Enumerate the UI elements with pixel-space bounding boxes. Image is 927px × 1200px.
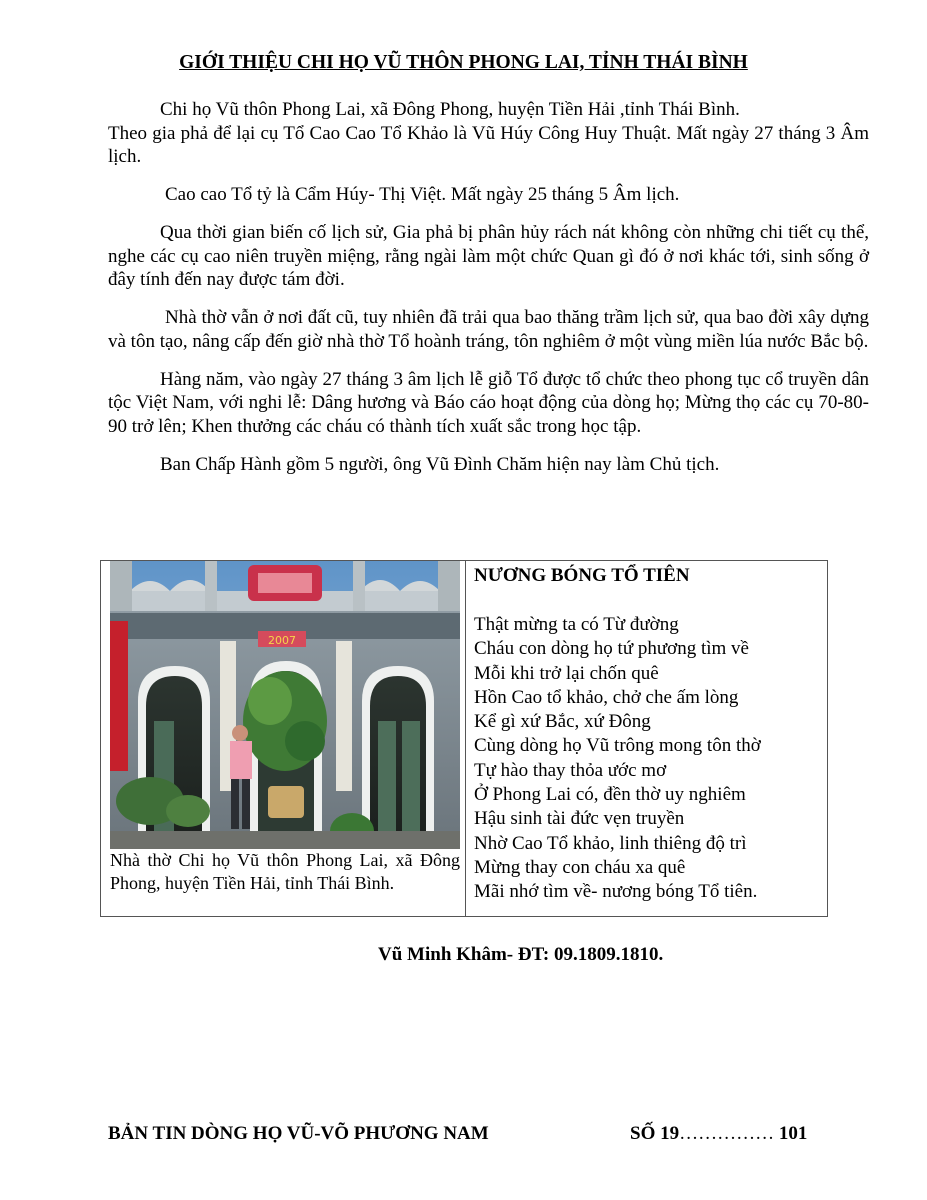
footer-issue [630,1123,807,1145]
table-divider [465,561,466,916]
poem-line: Mừng thay con cháu xa quê [474,856,686,878]
poem-line: Ở Phong Lai có, đền thờ uy nghiêm [474,784,746,806]
article-body [108,98,869,491]
poem-line: Hậu sinh tài đức vẹn truyền [474,808,685,830]
poem-title: NƯƠNG BÓNG TỔ TIÊN [474,565,690,586]
footer-publication: BẢN TIN DÒNG HỌ VŨ-VÕ PHƯƠNG NAM [108,1123,489,1144]
poem-line: Tự hào thay thỏa ước mơ [474,759,667,781]
poem-line: Kể gì xứ Bắc, xứ Đông [474,711,651,733]
poem-line: Mãi nhớ tìm về- nương bóng Tổ tiên. [474,881,758,903]
footer-dots: …………… [679,1123,775,1144]
poem-line: Cùng dòng họ Vũ trông mong tôn thờ [474,735,761,757]
paragraph-5: Hàng năm, vào ngày 27 tháng 3 âm lịch lễ giỗ Tổ được tổ chức theo phong tục cổ truyền dân tộc Việt Nam, với nghi lễ: Dâng hương và Báo cáo hoạt động của dòng họ; Mừng thọ các cụ 70-80-90 trở lên; Khen thưởng các cháu có thành tích xuất sắc trong học tập. [108,368,869,437]
plaque-year: 2007 [268,634,296,647]
ancestral-temple-photo [110,561,460,849]
paragraph-6: Ban Chấp Hành gồm 5 người, ông Vũ Đình Chăm hiện nay làm Chủ tịch. [160,453,720,475]
page-title: GIỚI THIỆU CHI HỌ VŨ THÔN PHONG LAI, TỈNH THÁI BÌNH [179,52,748,73]
page-number: 101 [778,1123,808,1144]
paragraph-4: Nhà thờ vẫn ở nơi đất cũ, tuy nhiên đã trải qua bao thăng trầm lịch sử, qua bao đời xây dựng và tôn tạo, nâng cấp đến giờ nhà thờ Tổ hoành tráng, tôn nghiêm ở một vùng miền lúa nước Bắc bộ. [108,307,869,352]
poem-line: Thật mừng ta có Từ đường [474,614,679,635]
poem-line: Hồn Cao tổ khảo, chở che ấm lòng [474,686,739,708]
poem-line: Mỗi khi trở lại chốn quê [474,662,659,684]
issue-number: SỐ 19 [630,1123,680,1144]
poem-body [474,613,761,905]
paragraph-1-first-line: Chi họ Vũ thôn Phong Lai, xã Đông Phong, huyện Tiền Hải ,tỉnh Thái Bình. [160,99,740,120]
paragraph-1-rest: Theo gia phả để lại cụ Tổ Cao Cao Tổ Khảo là Vũ Húy Công Huy Thuật. Mất ngày 27 tháng 3 Âm lịch. [108,122,869,167]
paragraph-3: Qua thời gian biến cố lịch sử, Gia phả bị phân hủy rách nát không còn những chi tiết cụ thể, nghe các cụ cao niên truyền miệng, rằng ngài làm một chức Quan gì đó ở nơi khác tới, sinh sống ở đây tính đến nay được tám đời. [108,222,869,290]
paragraph-2: Cao cao Tổ tỷ là Cẩm Húy- Thị Việt. Mất ngày 25 tháng 5 Âm lịch. [165,184,680,205]
paragraph-1 [108,98,869,169]
photo-caption: Nhà thờ Chi họ Vũ thôn Phong Lai, xã Đông Phong, huyện Tiền Hải, tỉnh Thái Bình. [110,850,460,893]
poem-line: Nhờ Cao Tổ khảo, linh thiêng độ trì [474,832,747,854]
photo-poem-table [100,560,828,917]
author-contact: Vũ Minh Khâm- ĐT: 09.1809.1810. [378,944,664,965]
poem-line: Cháu con dòng họ tứ phương tìm về [474,638,749,660]
